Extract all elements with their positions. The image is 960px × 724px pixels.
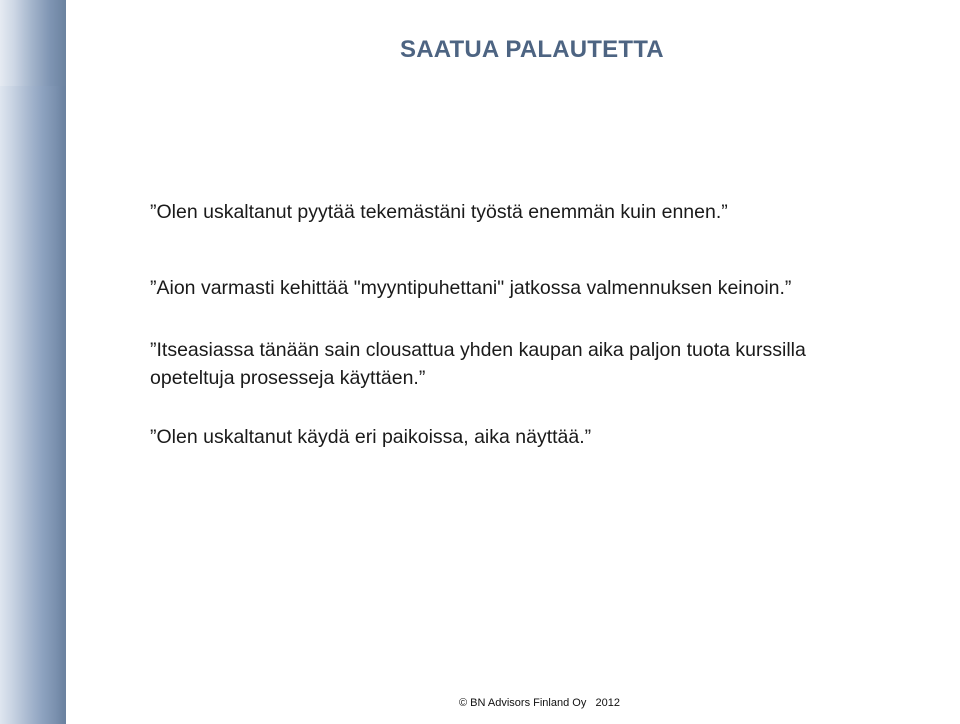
- decorative-side-bar-top: [0, 0, 66, 86]
- feedback-quote-2-text: ”Aion varmasti kehittää "myyntipuhettani" jatkossa valmennuksen keinoin.”: [150, 277, 792, 299]
- copyright-footer: © BN Advisors Finland Oy 2012: [459, 697, 620, 709]
- feedback-quote-4: [150, 423, 950, 451]
- feedback-quote-3: [150, 336, 950, 392]
- feedback-quote-1-text: ”Olen uskaltanut pyytää tekemästäni työstä enemmän kuin ennen.”: [150, 201, 728, 223]
- slide-title: SAATUA PALAUTETTA: [400, 36, 664, 63]
- decorative-side-bar: [0, 0, 66, 724]
- feedback-quote-3-line-1: ”Itseasiassa tänään sain clousattua yhden kaupan aika paljon tuota kurssilla: [150, 339, 806, 361]
- feedback-quote-3-line-2: opeteltuja prosesseja käyttäen.”: [150, 367, 426, 389]
- feedback-quote-1: [150, 198, 950, 226]
- feedback-quote-4-text: ”Olen uskaltanut käydä eri paikoissa, aika näyttää.”: [150, 426, 592, 448]
- feedback-quote-2: [150, 274, 950, 302]
